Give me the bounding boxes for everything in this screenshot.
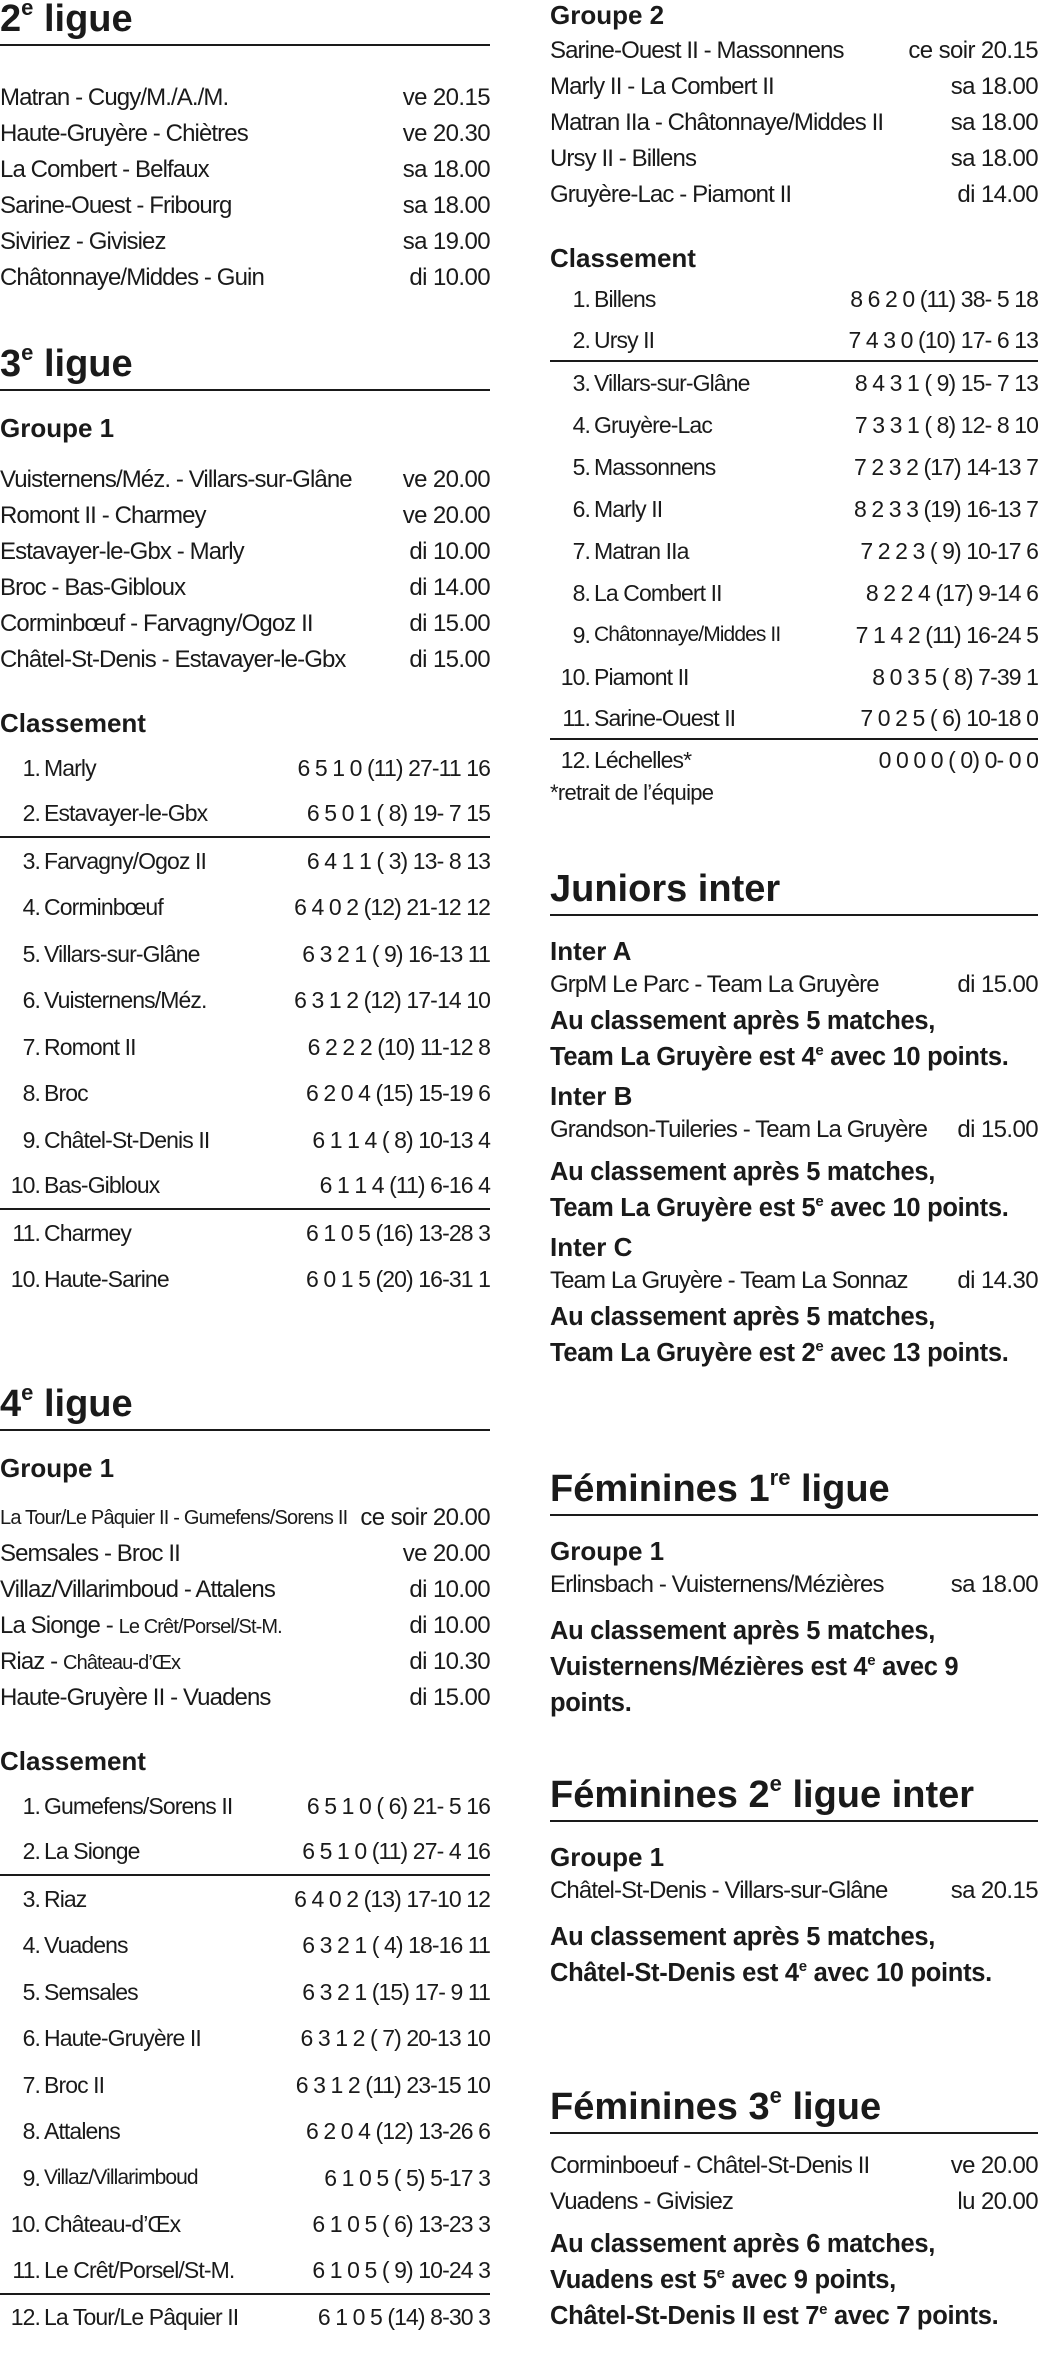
match-list [550,33,1038,213]
table-row: 8. La Combert II 8 2 2 4 (17) 9-14 6 [572,579,1038,606]
section-title: Féminines 1re ligue [550,1470,1038,1516]
table-row: 5. Villars-sur-Glâne 6 3 2 1 ( 9) 16-13 11 [22,940,490,967]
section-title: Féminines 3e ligue [550,2088,1038,2134]
table-row: 7. Romont II 6 2 2 2 (10) 11-12 8 [22,1033,490,1060]
match-row: Sarine-Ouest II - Massonnens ce soir 20.15 [550,37,1038,64]
match-row: Châtel-St-Denis - Estavayer-le-Gbx di 15.00 [0,646,490,673]
table-row: 11. Sarine-Ouest II 7 0 2 5 ( 6) 10-18 0 [550,698,1038,740]
table-row: 10. Haute-Sarine 6 0 1 5 (20) 16-31 1 [10,1266,490,1293]
table-row: 2. Estavayer-le-Gbx 6 5 0 1 ( 8) 19- 7 15 [0,792,490,839]
standing-note: Au classement après 5 matches, [550,1158,936,1186]
table-row: 6. Marly II 8 2 3 3 (19) 16-13 7 [572,495,1038,522]
match-row: La Tour/Le Pâquier II - Gumefens/Sorens II ce soir 20.00 [0,1504,490,1531]
footnote: *retrait de l’équipe [550,780,714,805]
match-row: Haute-Gruyère II - Vuadens di 15.00 [0,1684,490,1711]
table-row: 9. Châtonnaye/Middes II 7 1 4 2 (11) 16-24 5 [572,621,1038,648]
match-row: Matran - Cugy/M./A./M. ve 20.15 [0,84,490,111]
match-row: Estavayer-le-Gbx - Marly di 10.00 [0,538,490,565]
section-juniors-inter [550,870,1038,1371]
match-row: Ursy II - Billens sa 18.00 [550,145,1038,172]
match-row: Romont II - Charmey ve 20.00 [0,502,490,529]
section-feminines-2e-ligue-inter [550,1771,1038,1991]
match-list [0,80,490,296]
section-title: 3e ligue [0,345,490,391]
match-row: Riaz - Château-d’Œx di 10.30 [0,1648,490,1675]
section-4e-ligue [0,1380,490,2341]
match-row: La Combert - Belfaux sa 18.00 [0,156,490,183]
match-row: Châtel-St-Denis - Villars-sur-Glâne sa 20.15 [550,1877,1038,1904]
match-row: Siviriez - Givisiez sa 19.00 [0,228,490,255]
standing-note: Au classement après 5 matches, [550,1007,936,1035]
section-title: Féminines 2e ligue inter [550,1776,1038,1822]
table-row: 1. Billens 8 6 2 0 (11) 38- 5 18 [572,285,1038,312]
inter-b-label: Inter B [550,1081,633,1111]
table-row: 8. Broc 6 2 0 4 (15) 15-19 6 [22,1080,490,1107]
classement-label: Classement [0,1746,146,1776]
standing-note: Team La Gruyère est 2e avec 13 points. [550,1338,1009,1367]
standing-note: Au classement après 5 matches, [550,1617,936,1645]
table-row: 4. Gruyère-Lac 7 3 3 1 ( 8) 12- 8 10 [572,411,1038,438]
table-row: 5. Semsales 6 3 2 1 (15) 17- 9 11 [22,1978,490,2005]
match-row: Gruyère-Lac - Piamont II di 14.00 [550,181,1038,208]
standing-note: Vuisternens/Mézières est 4e avec 9 points. [550,1652,959,1717]
standing-note: Team La Gruyère est 4e avec 10 points. [550,1042,1009,1071]
match-row: Haute-Gruyère - Chiètres ve 20.30 [0,120,490,147]
match-row: Matran IIa - Châtonnaye/Middes II sa 18.00 [550,109,1038,136]
group-label: Groupe 1 [550,1536,665,1566]
standing-note: Vuadens est 5e avec 9 points, [550,2265,896,2294]
section-2e-ligue [0,0,490,296]
standings-table [0,745,490,1303]
inter-a-label: Inter A [550,936,632,966]
section-title: 4e ligue [0,1385,490,1431]
table-row: 1. Gumefens/Sorens II 6 5 1 0 ( 6) 21- 5 16 [22,1792,490,1819]
table-row: 6. Vuisternens/Méz. 6 3 1 2 (12) 17-14 10 [22,987,490,1014]
table-row: 7. Matran IIa 7 2 2 3 ( 9) 10-17 6 [572,537,1038,564]
table-row: 10. Bas-Gibloux 6 1 1 4 (11) 6-16 4 [0,1164,490,1211]
classement-label: Classement [0,708,146,738]
match-row: Team La Gruyère - Team La Sonnaz di 14.30 [550,1267,1038,1294]
group-label: Groupe 2 [550,0,665,30]
match-list [550,2148,1038,2220]
match-list [0,1500,490,1716]
table-row: 3. Villars-sur-Glâne 8 4 3 1 ( 9) 15- 7 13 [572,369,1038,396]
standing-note: Châtel-St-Denis II est 7e avec 7 points. [550,2301,999,2330]
table-row: 9. Villaz/Villarimboud 6 1 0 5 ( 5) 5-17 3 [22,2164,490,2191]
table-row: 5. Massonnens 7 2 3 2 (17) 14-13 7 [572,453,1038,480]
table-row: 10. Château-d’Œx 6 1 0 5 ( 6) 13-23 3 [10,2211,490,2238]
section-3e-ligue [0,340,490,1303]
inter-c-label: Inter C [550,1232,633,1262]
match-row: Erlinsbach - Vuisternens/Mézières sa 18.00 [550,1571,1038,1598]
match-row: Châtonnaye/Middes - Guin di 10.00 [0,264,490,291]
match-row: Vuadens - Givisiez lu 20.00 [550,2188,1038,2215]
section-3e-ligue-groupe-2 [550,0,1038,806]
table-row: 11. Le Crêt/Porsel/St-M. 6 1 0 5 ( 9) 10-24 3 [0,2248,490,2295]
classement-label: Classement [550,243,696,273]
table-row: 3. Farvagny/Ogoz II 6 4 1 1 ( 3) 13- 8 13 [22,847,490,874]
table-row: 11. Charmey 6 1 0 5 (16) 13-28 3 [12,1219,490,1246]
section-feminines-1re-ligue [550,1465,1038,1721]
table-row: 8. Attalens 6 2 0 4 (12) 13-26 6 [22,2118,490,2145]
standing-note: Châtel-St-Denis est 4e avec 10 points. [550,1958,992,1987]
standing-note: Team La Gruyère est 5e avec 10 points. [550,1193,1009,1222]
table-row: 12. Léchelles* 0 0 0 0 ( 0) 0- 0 0 [560,746,1038,773]
table-row: 9. Châtel-St-Denis II 6 1 1 4 ( 8) 10-13 4 [22,1126,490,1153]
table-row: 2. Ursy II 7 4 3 0 (10) 17- 6 13 [550,320,1038,362]
table-row: 4. Corminbœuf 6 4 0 2 (12) 21-12 12 [22,894,490,921]
table-row: 3. Riaz 6 4 0 2 (13) 17-10 12 [22,1885,490,1912]
standing-note: Au classement après 5 matches, [550,1303,936,1331]
section-title: Juniors inter [550,870,1038,916]
standing-note: Au classement après 5 matches, [550,1923,936,1951]
standings-table [0,1783,490,2341]
match-row: La Sionge - Le Crêt/Porsel/St-M. di 10.00 [0,1612,490,1639]
section-title: 2e ligue [0,0,490,46]
group-label: Groupe 1 [0,413,115,443]
table-row: 1. Marly 6 5 1 0 (11) 27-11 16 [22,754,490,781]
match-row: GrpM Le Parc - Team La Gruyère di 15.00 [550,971,1038,998]
match-row: Sarine-Ouest - Fribourg sa 18.00 [0,192,490,219]
group-label: Groupe 1 [0,1453,115,1483]
section-feminines-3e-ligue [550,2083,1038,2334]
match-row: Broc - Bas-Gibloux di 14.00 [0,574,490,601]
standings-table [550,278,1038,806]
match-row: Corminboeuf - Châtel-St-Denis II ve 20.00 [550,2152,1038,2179]
table-row: 12. La Tour/Le Pâquier II 6 1 0 5 (14) 8-30 3 [10,2304,490,2331]
match-row: Grandson-Tuileries - Team La Gruyère di 15.00 [550,1116,1038,1143]
match-row: Vuisternens/Méz. - Villars-sur-Glâne ve 20.00 [0,466,490,493]
match-row: Corminbœuf - Farvagny/Ogoz II di 15.00 [0,610,490,637]
match-row: Villaz/Villarimboud - Attalens di 10.00 [0,1576,490,1603]
table-row: 7. Broc II 6 3 1 2 (11) 23-15 10 [22,2071,490,2098]
group-label: Groupe 1 [550,1842,665,1872]
table-row: 10. Piamont II 8 0 3 5 ( 8) 7-39 1 [560,663,1038,690]
match-list [0,462,490,678]
match-row: Semsales - Broc II ve 20.00 [0,1540,490,1567]
table-row: 6. Haute-Gruyère II 6 3 1 2 ( 7) 20-13 10 [22,2025,490,2052]
table-row: 4. Vuadens 6 3 2 1 ( 4) 18-16 11 [22,1932,490,1959]
match-row: Marly II - La Combert II sa 18.00 [550,73,1038,100]
standing-note: Au classement après 6 matches, [550,2230,936,2258]
table-row: 2. La Sionge 6 5 1 0 (11) 27- 4 16 [0,1830,490,1877]
